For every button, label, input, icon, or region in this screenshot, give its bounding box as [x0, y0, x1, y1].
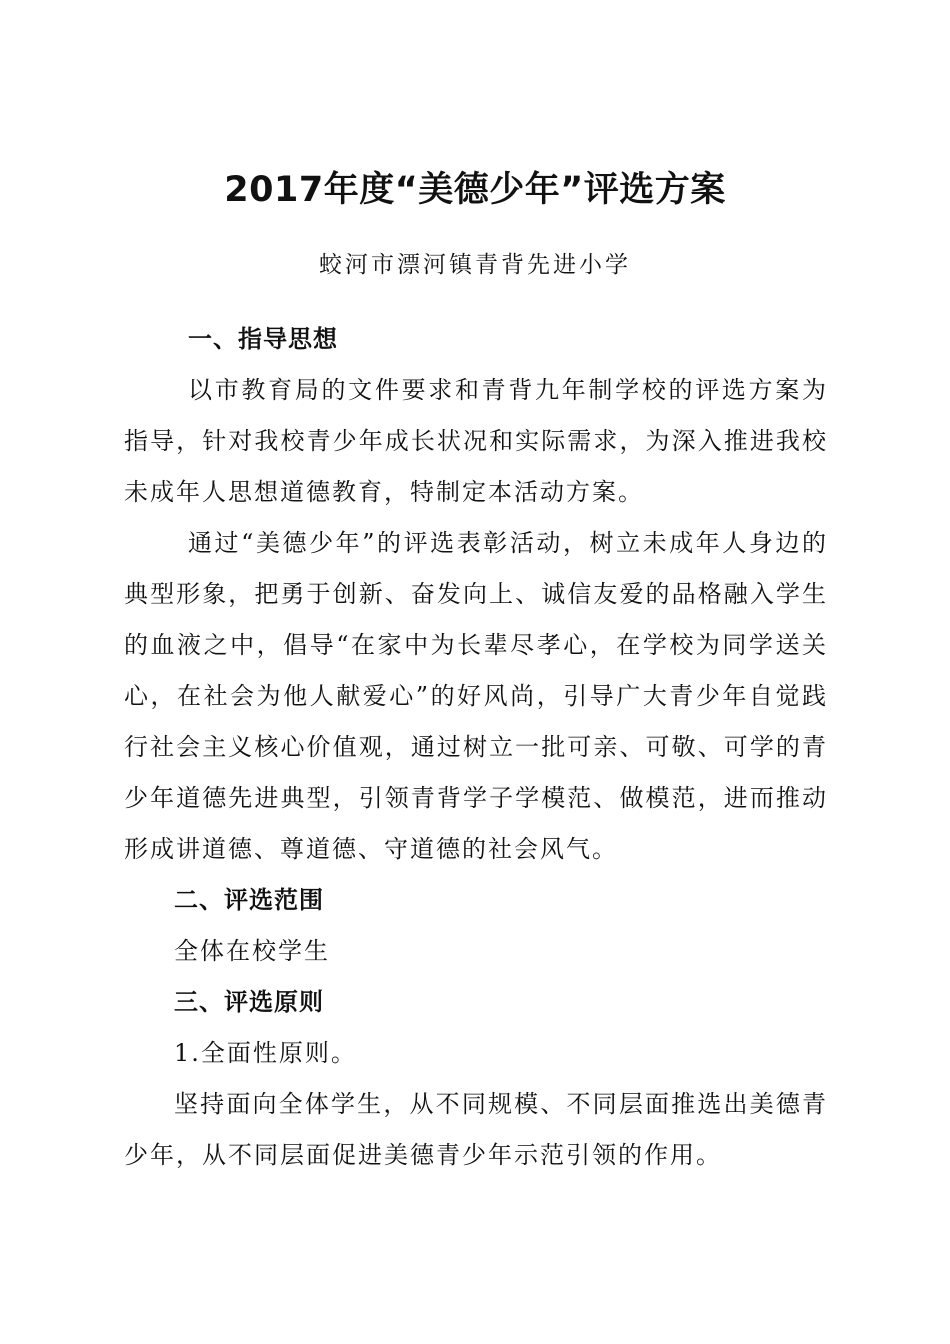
- section-heading-selection-principles: 三、评选原则: [174, 988, 324, 1016]
- document-title: 2017年度“美德少年”评选方案: [224, 170, 726, 210]
- paragraph-selection-scope: 全体在校学生: [174, 937, 330, 965]
- section-heading-selection-scope: 二、评选范围: [174, 886, 324, 914]
- paragraph-comprehensive-principle: 坚持面向全体学生，从不同规模、不同层面推选出美德青少年，从不同层面促进美德青少年示范引领的作用。: [124, 1090, 828, 1169]
- document-subtitle: 蛟河市漂河镇青背先进小学: [319, 252, 631, 278]
- section-heading-guiding-ideology: 一、指导思想: [188, 325, 338, 353]
- document-body: [124, 314, 828, 1181]
- paragraph-guiding-basis: 以市教育局的文件要求和青背九年制学校的评选方案为指导，针对我校青少年成长状况和实际需求，为深入推进我校未成年人思想道德教育，特制定本活动方案。: [124, 376, 828, 506]
- principle-item-comprehensive: 1.全面性原则。: [174, 1039, 357, 1067]
- paragraph-activity-purpose: 通过“美德少年”的评选表彰活动，树立未成年人身边的典型形象，把勇于创新、奋发向上、诚信友爱的品格融入学生的血液之中，倡导“在家中为长辈尽孝心，在学校为同学送关心，在社会为他人献爱心”的好风尚，引导广大青少年自觉践行社会主义核心价值观，通过树立一批可亲、可敬、可学的青少年道德先进典型，引领青背学子学模范、做模范，进而推动形成讲道德、尊道德、守道德的社会风气。: [124, 529, 828, 863]
